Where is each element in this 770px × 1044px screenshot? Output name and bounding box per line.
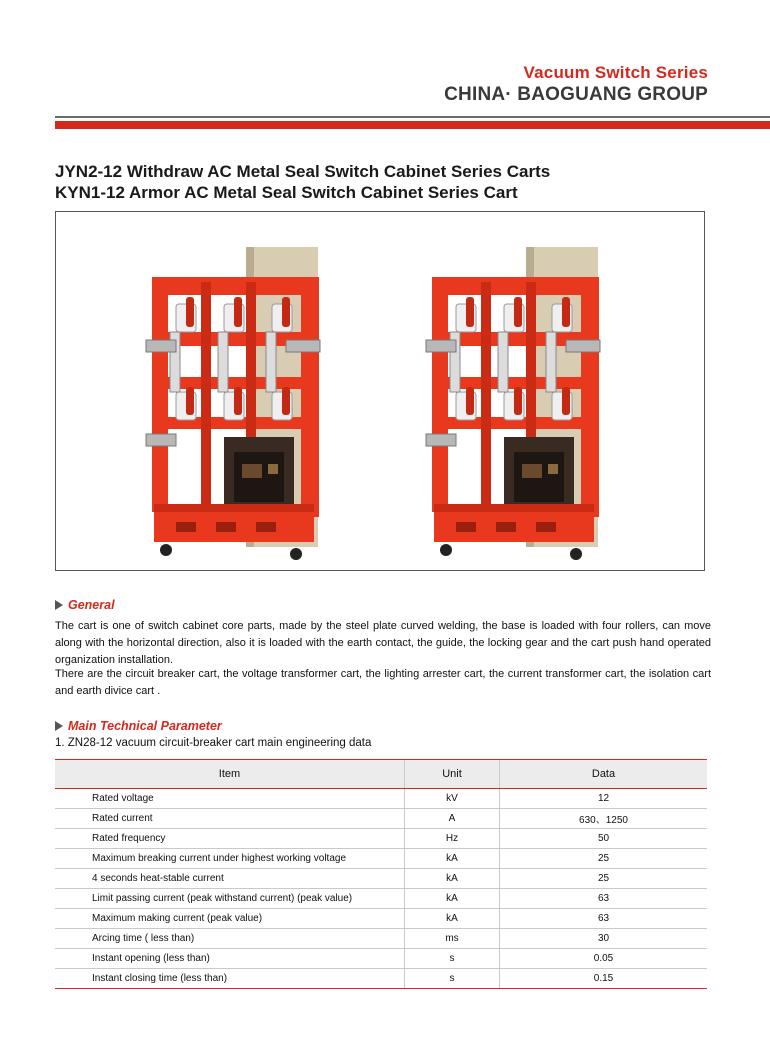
parameters-table	[55, 759, 707, 989]
page-title-line-1: JYN2-12 Withdraw AC Metal Seal Switch Cabinet Series Carts	[55, 162, 551, 181]
cell-unit: kA	[405, 889, 500, 909]
cell-unit: s	[405, 969, 500, 989]
cell-unit: ms	[405, 929, 500, 949]
header-rule-thin	[55, 116, 770, 118]
cell-unit: kA	[405, 849, 500, 869]
column-header-unit: Unit	[405, 760, 500, 789]
cell-data: 0.15	[500, 969, 708, 989]
cell-item: Limit passing current (peak withstand current) (peak value)	[55, 889, 405, 909]
cell-unit: kV	[405, 789, 500, 809]
cell-data: 63	[500, 909, 708, 929]
company-name: CHINA· BAOGUANG GROUP	[444, 84, 708, 105]
table-row	[55, 909, 707, 929]
table-row	[55, 969, 707, 989]
cell-item: Rated frequency	[55, 829, 405, 849]
cell-unit: Hz	[405, 829, 500, 849]
cell-data: 0.05	[500, 949, 708, 969]
general-paragraph-1: The cart is one of switch cabinet core parts, made by the steel plate curved welding, the base is loaded with four rollers, can move along with the horizontal direction, also it is loaded with the earth contact, the guide, the locking gear and the cart push hand operated organization installation.	[55, 620, 711, 666]
cell-item: Arcing time ( less than)	[55, 929, 405, 949]
general-heading-text: General	[68, 598, 115, 612]
cell-item: Instant opening (less than)	[55, 949, 405, 969]
column-header-data: Data	[500, 760, 708, 789]
cart-right-icon	[426, 247, 600, 560]
cell-data: 63	[500, 889, 708, 909]
cart-left-icon	[146, 247, 320, 560]
cell-item: 4 seconds heat-stable current	[55, 869, 405, 889]
cell-data: 25	[500, 849, 708, 869]
cell-item: Maximum making current (peak value)	[55, 909, 405, 929]
table-row	[55, 849, 707, 869]
series-title: Vacuum Switch Series	[523, 63, 708, 82]
cell-item: Rated voltage	[55, 789, 405, 809]
parameters-table-body	[55, 789, 707, 989]
cell-unit: kA	[405, 909, 500, 929]
parameters-heading	[55, 719, 222, 733]
triangle-bullet-icon	[55, 721, 63, 731]
cell-data: 30	[500, 929, 708, 949]
parameters-subheading: 1. ZN28-12 vacuum circuit-breaker cart main engineering data	[55, 737, 372, 749]
product-photo	[55, 211, 705, 571]
general-paragraph-2: There are the circuit breaker cart, the voltage transformer cart, the lighting arrester cart, the current transformer cart, the isolation cart and earth divice cart .	[55, 668, 711, 697]
cell-unit: s	[405, 949, 500, 969]
switch-cart-illustration	[56, 212, 704, 570]
parameters-heading-text: Main Technical Parameter	[68, 719, 222, 733]
table-row	[55, 889, 707, 909]
table-row	[55, 869, 707, 889]
table-row	[55, 809, 707, 829]
cell-unit: A	[405, 809, 500, 829]
table-row	[55, 929, 707, 949]
table-header-row	[55, 760, 707, 789]
triangle-bullet-icon	[55, 600, 63, 610]
header-rule-thick	[55, 121, 770, 129]
cell-data: 25	[500, 869, 708, 889]
cell-data: 12	[500, 789, 708, 809]
general-heading	[55, 598, 115, 612]
cell-data: 630、1250	[500, 809, 708, 829]
table-row	[55, 789, 707, 809]
cell-data: 50	[500, 829, 708, 849]
column-header-item: Item	[55, 760, 405, 789]
table-row	[55, 949, 707, 969]
cell-item: Instant closing time (less than)	[55, 969, 405, 989]
table-row	[55, 829, 707, 849]
cell-item: Maximum breaking current under highest working voltage	[55, 849, 405, 869]
cell-item: Rated current	[55, 809, 405, 829]
page-title-line-2: KYN1-12 Armor AC Metal Seal Switch Cabinet Series Cart	[55, 183, 518, 202]
cell-unit: kA	[405, 869, 500, 889]
